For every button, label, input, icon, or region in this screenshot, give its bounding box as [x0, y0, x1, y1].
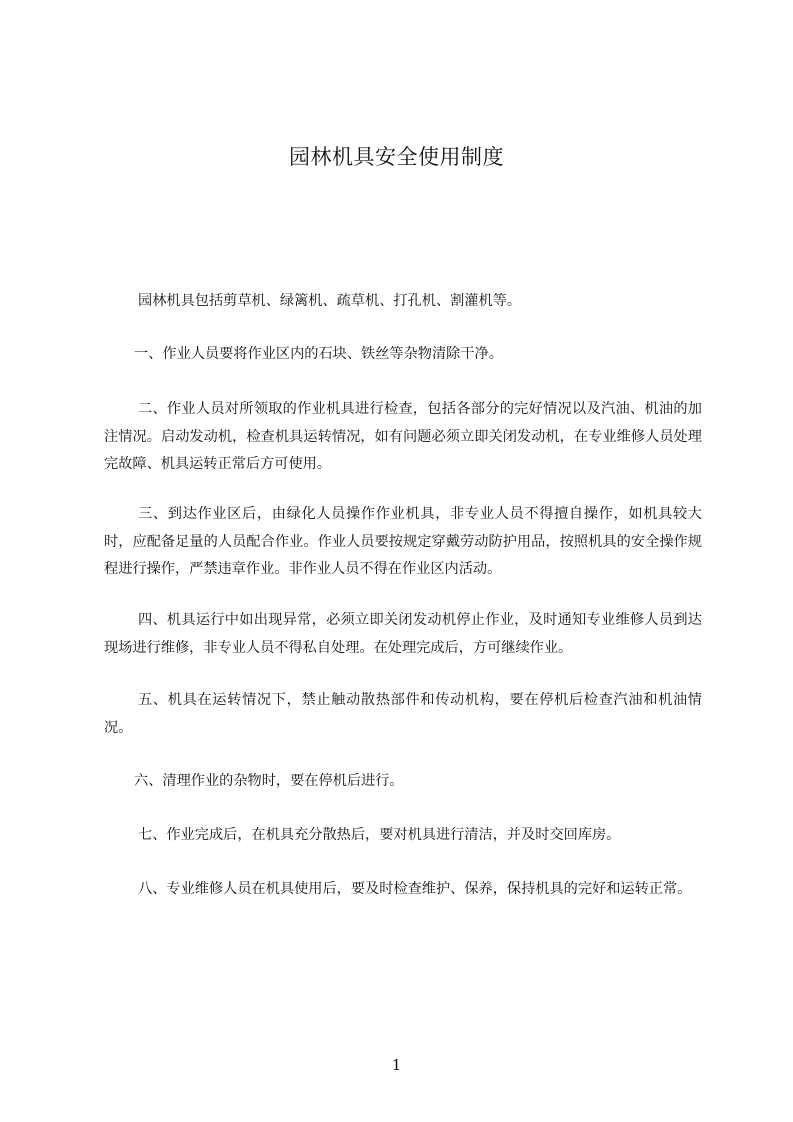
rule-paragraph-7: 七、作业完成后，在机具充分散热后，要对机具进行清洁，并及时交回库房。: [138, 827, 621, 843]
rule-paragraph-5: 五、机具在运转情况下，禁止触动散热部件和传动机构，要在停机后检查汽油和机油情况。: [104, 692, 702, 736]
rule-paragraph-2: 二、作业人员对所领取的作业机具进行检查，包括各部分的完好情况以及汽油、机油的加注情况。启动发动机，检查机具运转情况，如有问题必须立即关闭发动机，在专业维修人员处理完故障、机具运转正常后方可使用。: [104, 401, 702, 472]
intro-paragraph: 园林机具包括剪草机、绿篱机、疏草机、打孔机、割灌机等。: [138, 293, 522, 309]
rule-paragraph-6: 六、清理作业的杂物时，要在停机后进行。: [134, 773, 404, 789]
rule-paragraph-3: 三、到达作业区后，由绿化人员操作作业机具，非专业人员不得擅自操作，如机具较大时，应配备足量的人员配合作业。作业人员要按规定穿戴劳动防护用品，按照机具的安全操作规程进行操作，严禁违章作业。非作业人员不得在作业区内活动。: [104, 506, 702, 577]
rule-paragraph-4: 四、机具运行中如出现异常，必须立即关闭发动机停止作业，及时通知专业维修人员到达现场进行维修，非专业人员不得私自处理。在处理完成后，方可继续作业。: [104, 612, 702, 656]
rule-paragraph-1: 一、作业人员要将作业区内的石块、铁丝等杂物清除干净。: [134, 346, 503, 362]
rule-paragraph-8: 八、专业维修人员在机具使用后，要及时检查维护、保养，保持机具的完好和运转正常。: [138, 881, 692, 897]
document-title: 园林机具安全使用制度: [289, 145, 504, 169]
page-number: 1: [391, 1056, 402, 1074]
